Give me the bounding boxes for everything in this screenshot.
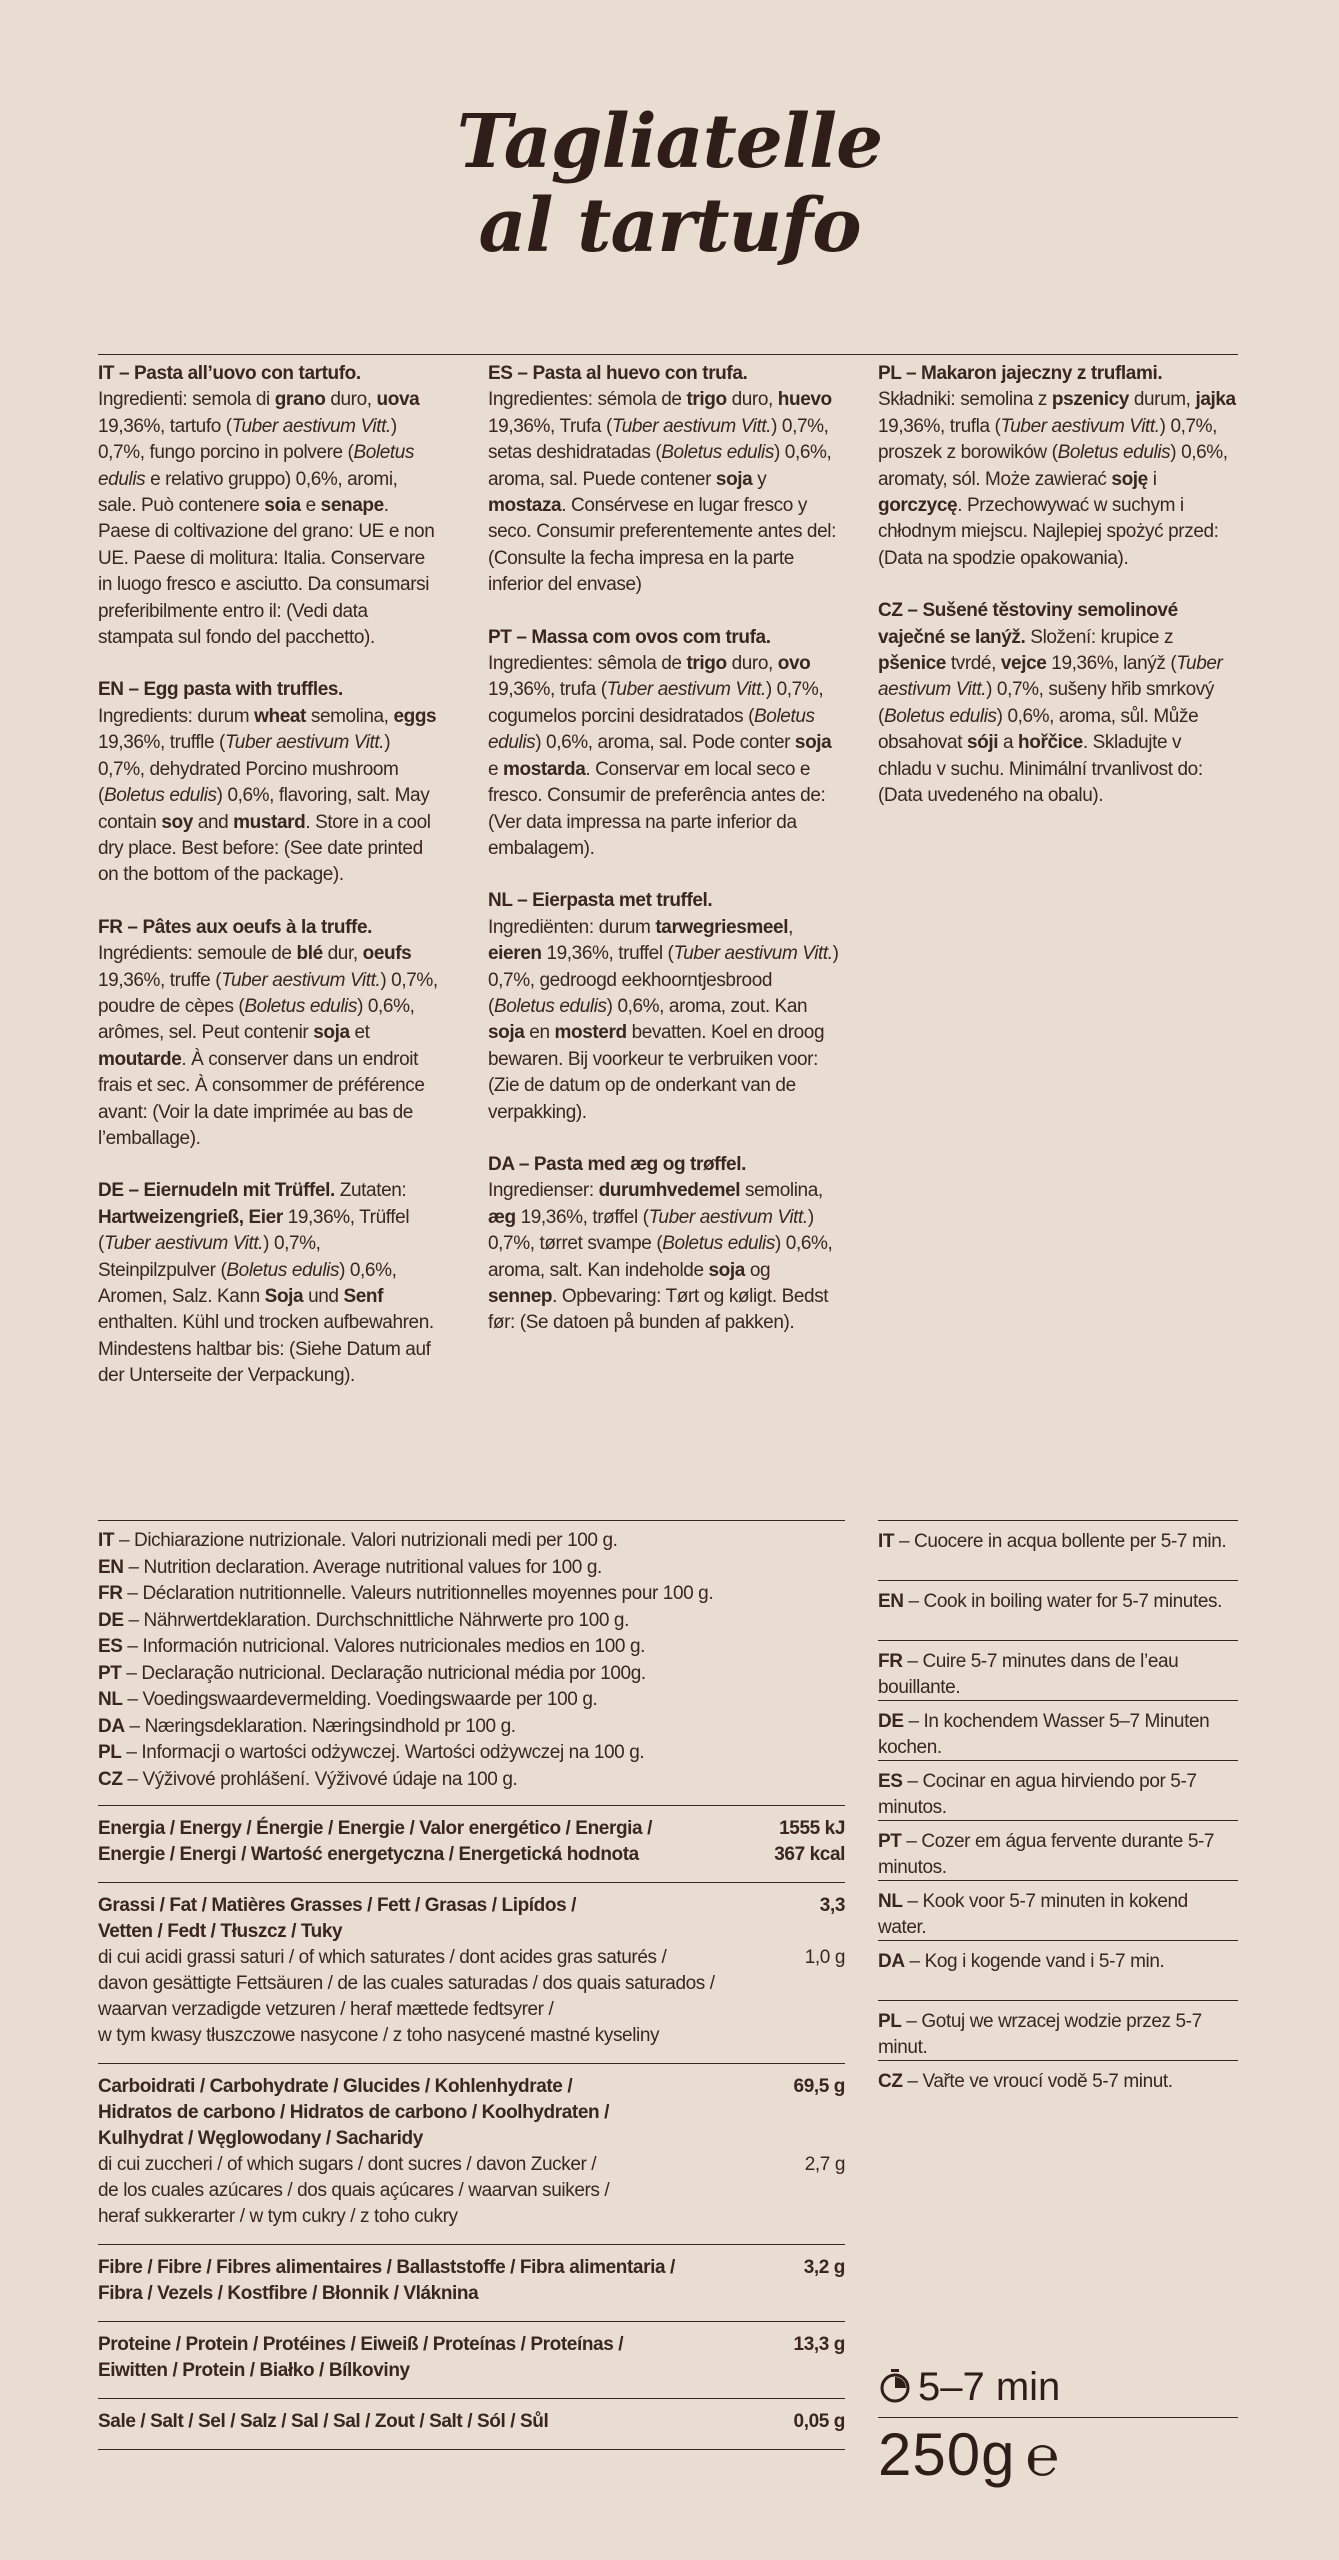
cooking-instruction-item: IT – Cuocere in acqua bollente per 5-7 min. (878, 1520, 1238, 1580)
salt-value: 0,05 g (793, 2411, 845, 2432)
ingredients-heading: DE – Eiernudeln mit Trüffel. (98, 1180, 335, 1202)
nutrition-row-fat (98, 1882, 845, 2063)
cooking-instruction-item: PT – Cozer em água fervente durante 5-7 minutos. (878, 1820, 1238, 1880)
ingredients-heading: DA – Pasta med æg og trøffel. (488, 1153, 746, 1175)
nutrition-row-protein (98, 2321, 845, 2398)
declaration-line: FR – Déclaration nutritionnelle. Valeurs nutritionnelles moyennes pour 100 g. (98, 1583, 714, 1604)
ingredients-it: IT – Pasta all’uovo con tartufo. Ingredienti: semola di grano duro, uova 19,36%, tartufo (Tuber aestivum Vitt.) 0,7%, fungo porcino in polvere (Boletus edulis e relativo gruppo) 0,6%, aromi, sale. Può contenere soia e senape. Paese di coltivazione del grano: UE e non UE. Paese di molitura: Italia. Conservare in luogo fresco e asciutto. Da consumarsi preferibilmente entro il: (Vedi data stampata sul fondo del pacchetto). (98, 363, 435, 649)
ingredients-pt: PT – Massa com ovos com trufa. Ingredientes: sêmola de trigo duro, ovo 19,36%, trufa (Tuber aestivum Vitt.) 0,7%, cogumelos porcini desidratados (Boletus edulis) 0,6%, aroma, sal. Pode conter soja e mostarda. Conservar em local seco e fresco. Consumir de preferência antes de: (Ver data impressa na parte inferior da embalagem). (488, 626, 832, 859)
energy-label: Energia / Energy / Énergie / Energie / Valor energético / Energia / Energie / Energi / Wartość energetyczna / Energetická hodnota (98, 1818, 652, 1865)
cooking-instruction-item: EN – Cook in boiling water for 5-7 minutes. (878, 1580, 1238, 1640)
ingredients-fr: FR – Pâtes aux oeufs à la truffe. Ingrédients: semoule de blé dur, oeufs 19,36%, truffe (Tuber aestivum Vitt.) 0,7%, poudre de cèpes (Boletus edulis) 0,6%, arômes, sel. Peut contenir soja et moutarde. À conserver dans un endroit frais et sec. À consommer de préférence avant: (Voir la date imprimée au bas de l’emballage). (98, 916, 438, 1149)
cooking-time (878, 2362, 1238, 2412)
ingredients-de: DE – Eiernudeln mit Trüffel. Zutaten: Hartweizengrieß, Eier 19,36%, Trüffel (Tuber aestivum Vitt.) 0,7%, Steinpilzpulver (Boletus edulis) 0,6%, Aromen, Salz. Kann Soja und Senf enthalten. Kühl und trocken aufbewahren. Mindestens haltbar bis: (Siehe Datum auf der Unterseite der Verpackung). (98, 1180, 434, 1387)
cooking-instruction-item: DE – In kochendem Wasser 5–7 Minuten kochen. (878, 1700, 1238, 1760)
ingredients-heading: CZ – Sušené těstoviny semolinové vaječné se lanýž. (878, 600, 1178, 648)
cooking-time-text: 5–7 min (918, 2365, 1061, 2409)
declaration-rule (98, 1520, 845, 1521)
fat-label: Grassi / Fat / Matières Grasses / Fett / Grasas / Lipídos / Vetten / Fedt / Tłuszcz / Tuky (98, 1895, 576, 1942)
cooking-instructions (878, 1520, 1238, 2120)
ingredients-heading: PT – Massa com ovos com trufa. (488, 626, 771, 648)
ingredients-heading: ES – Pasta al huevo con trufa. (488, 363, 748, 384)
declaration-line: PT – Declaração nutricional. Declaração nutricional média por 100g. (98, 1662, 646, 1684)
net-weight (878, 2417, 1238, 2493)
saturates-value: 1,0 g (804, 1947, 845, 1968)
ingredients-column-2 (488, 361, 843, 1363)
salt-label: Sale / Salt / Sel / Salz / Sal / Sal / Zout / Salt / Sól / Sůl (98, 2411, 549, 2432)
nutrition-row-salt (98, 2398, 845, 2450)
title-line-1: Tagliatelle (456, 99, 883, 185)
nutrition-row-fibre (98, 2244, 845, 2321)
carbohydrate-label: Carboidrati / Carbohydrate / Glucides / Kohlenhydrate / Hidratos de carbono / Hidratos de carbono / Koolhydraten / Kulhydrat / Węglowodany / Sacharidy (98, 2076, 609, 2149)
saturates-label: di cui acidi grassi saturi / of which saturates / dont acides gras saturés / davon gesättigte Fettsäuren / de las cuales saturadas / dos quais saturados / waarvan verzadigde vetzuren / heraf mættede fedtsyrer / w tym kwasy tłuszczowe nasycone / z toho nasycené mastné kyseliny (98, 1947, 715, 2046)
ingredients-en: EN – Egg pasta with truffles. Ingredients: durum wheat semolina, eggs 19,36%, truffle (Tuber aestivum Vitt.) 0,7%, dehydrated Porcino mushroom (Boletus edulis) 0,6%, flavoring, salt. May contain soy and mustard. Store in a cool dry place. Best before: (See date printed on the bottom of the package). (98, 679, 437, 886)
cooking-instruction-item: ES – Cocinar en agua hirviendo por 5-7 minutos. (878, 1760, 1238, 1820)
net-weight-value: 250g (878, 2421, 1016, 2488)
sugars-value: 2,7 g (804, 2154, 845, 2175)
ingredients-da: DA – Pasta med æg og trøffel. Ingredienser: durumhvedemel semolina, æg 19,36%, trøffel (Tuber aestivum Vitt.) 0,7%, tørret svampe (Boletus edulis) 0,6%, aroma, salt. Kan indeholde soja og sennep. Opbevaring: Tørt og køligt. Bedst før: (Se datoen på bunden af pakken). (488, 1153, 833, 1334)
cooking-instruction-item: CZ – Vařte ve vroucí vodě 5-7 minut. (878, 2060, 1238, 2120)
energy-value: 1555 kJ 367 kcal (774, 1818, 845, 1865)
carbohydrate-value: 69,5 g (793, 2076, 845, 2097)
ingredients-es: ES – Pasta al huevo con trufa. Ingredientes: sémola de trigo duro, huevo 19,36%, Trufa (Tuber aestivum Vitt.) 0,7%, setas deshidratadas (Boletus edulis) 0,6%, aroma, sal. Puede contener soja y mostaza. Consérvese en lugar fresco y seco. Consumir preferentemente antes del: (Consulte la fecha impresa en la parte inferior del envase) (488, 363, 836, 596)
ingredients-heading: EN – Egg pasta with truffles. (98, 679, 343, 701)
ingredients-heading: NL – Eierpasta met truffel. (488, 890, 713, 912)
declaration-line: PL – Informacji o wartości odżywczej. Wartości odżywczej na 100 g. (98, 1742, 645, 1763)
title-line-2: al tartufo (478, 183, 861, 269)
declaration-line: DA – Næringsdeklaration. Næringsindhold pr 100 g. (98, 1715, 516, 1737)
ingredients-nl: NL – Eierpasta met truffel. Ingrediënten: durum tarwegriesmeel, eieren 19,36%, truffel (Tuber aestivum Vitt.) 0,7%, gedroogd eekhoorntjesbrood (Boletus edulis) 0,6%, aroma, zout. Kan soja en mosterd bevatten. Koel en droog bewaren. Bij voorkeur te verbruiken voor: (Zie de datum op de onderkant van de verpakking). (488, 890, 839, 1123)
fibre-label: Fibre / Fibre / Fibres alimentaires / Ballaststoffe / Fibra alimentaria / Fibra / Vezels / Kostfibre / Błonnik / Vláknina (98, 2257, 675, 2304)
declaration-line: CZ – Výživové prohlášení. Výživové údaje na 100 g. (98, 1768, 518, 1790)
protein-value: 13,3 g (793, 2334, 845, 2355)
protein-label: Proteine / Protein / Protéines / Eiweiß / Proteínas / Proteínas / Eiwitten / Protein / Białko / Bílkoviny (98, 2334, 624, 2381)
ingredients-heading: IT – Pasta all’uovo con tartufo. (98, 363, 361, 384)
fibre-value: 3,2 g (803, 2257, 845, 2278)
fat-value: 3,3 (819, 1895, 845, 1916)
cooking-instruction-item: DA – Kog i kogende vand i 5-7 min. (878, 1940, 1238, 2000)
declaration-line: ES – Información nutricional. Valores nutricionales medios en 100 g. (98, 1636, 645, 1657)
cooking-instruction-item: FR – Cuire 5-7 minutes dans de l’eau bouillante. (878, 1640, 1238, 1700)
ingredients-pl: PL – Makaron jajeczny z truflami. Składniki: semolina z pszenicy durum, jajka 19,36%, trufla (Tuber aestivum Vitt.) 0,7%, proszek z borowików (Boletus edulis) 0,6%, aromaty, sól. Może zawierać soję i gorczycę. Przechowywać w suchym i chłodnym miejscu. Najlepiej spożyć przed: (Data na spodzie opakowania). (878, 363, 1236, 569)
ingredients-heading: FR – Pâtes aux oeufs à la truffe. (98, 916, 372, 938)
nutrition-table (98, 1805, 845, 2450)
ingredients-column-3 (878, 361, 1238, 836)
declaration-line: DE – Nährwertdeklaration. Durchschnittliche Nährwerte pro 100 g. (98, 1609, 629, 1631)
ingredients-heading: PL – Makaron jajeczny z truflami. (878, 363, 1163, 384)
nutrition-row-carbohydrate (98, 2063, 845, 2244)
cooking-instruction-item: PL – Gotuj we wrzacej wodzie przez 5-7 minut. (878, 2000, 1238, 2060)
product-title (0, 100, 1339, 268)
stopwatch-icon (878, 2368, 912, 2404)
declaration-line: IT – Dichiarazione nutrizionale. Valori nutrizionali medi per 100 g. (98, 1530, 618, 1551)
ingredients-column-1 (98, 361, 438, 1416)
estimated-sign-icon: ℮ (1025, 2424, 1061, 2487)
declaration-line: EN – Nutrition declaration. Average nutritional values for 100 g. (98, 1556, 602, 1578)
cooking-instruction-item: NL – Kook voor 5-7 minuten in kokend water. (878, 1880, 1238, 1940)
declaration-line: NL – Voedingswaardevermelding. Voedingswaarde per 100 g. (98, 1689, 598, 1710)
nutrition-declaration (98, 1528, 845, 1793)
top-rule-left (98, 354, 1238, 355)
ingredients-cz: CZ – Sušené těstoviny semolinové vaječné se lanýž. Složení: krupice z pšenice tvrdé, vejce 19,36%, lanýž (Tuber aestivum Vitt.) 0,7%, sušeny hřib smrkový (Boletus edulis) 0,6%, aroma, sůl. Může obsahovat sóji a hořčice. Skladujte v chladu v suchu. Minimální trvanlivost do: (Data uvedeného na obalu). (878, 600, 1223, 807)
sugars-label: di cui zuccheri / of which sugars / dont sucres / davon Zucker / de los cuales azúcares / dos quais açúcares / waarvan suikers / heraf sukkerarter / w tym cukry / z toho cukry (98, 2154, 610, 2227)
nutrition-row-energy (98, 1805, 845, 1882)
